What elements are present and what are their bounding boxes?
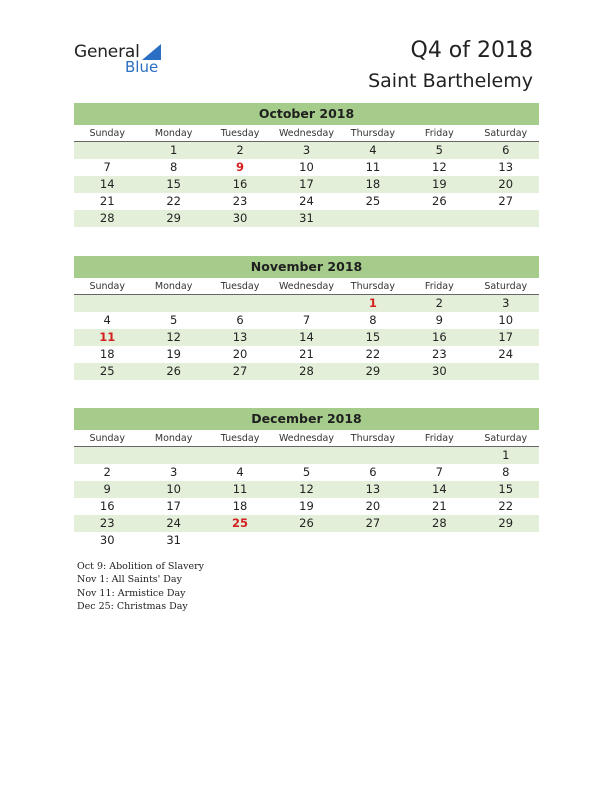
weekday-name: Saturday [484, 433, 528, 444]
day-cell: 21 [299, 347, 314, 361]
empty-day-cell [406, 210, 472, 227]
weekday-name: Sunday [89, 128, 125, 139]
day-cell: 11 [232, 482, 248, 496]
day-cell: 15 [166, 177, 181, 191]
day-cell: 21 [432, 499, 447, 513]
day-cell: 18 [232, 499, 248, 513]
day-cell: 9 [103, 482, 111, 496]
empty-day-cell [473, 532, 539, 549]
day-cell: 24 [498, 347, 514, 361]
day-cell: 12 [166, 330, 181, 344]
day-cell: 26 [166, 364, 181, 378]
day-cell: 12 [299, 482, 314, 496]
weekday-name: Tuesday [220, 128, 260, 139]
empty-day-cell [207, 447, 273, 464]
day-cell: 20 [498, 177, 514, 191]
day-cell: 5 [302, 465, 311, 479]
empty-day-cell [140, 447, 206, 464]
day-cell: 7 [103, 160, 111, 174]
day-cell: 17 [498, 330, 514, 344]
day-cell: 1 [169, 143, 178, 157]
day-cell: 28 [299, 364, 314, 378]
empty-day-cell [406, 447, 472, 464]
month-december [74, 408, 539, 549]
month-title: November 2018 [74, 256, 539, 278]
month-title: December 2018 [74, 408, 539, 430]
week-row [74, 464, 539, 481]
weekday-name: Wednesday [278, 281, 334, 292]
day-cell: 23 [99, 516, 115, 530]
week-row [74, 312, 539, 329]
day-cell: 14 [432, 482, 447, 496]
day-cell: 16 [232, 177, 248, 191]
day-cell: 16 [99, 499, 115, 513]
week-row [74, 159, 539, 176]
weekday-name: Saturday [484, 128, 528, 139]
empty-day-cell [207, 295, 273, 312]
week-row [74, 363, 539, 380]
day-cell: 25 [99, 364, 115, 378]
day-cell: 22 [498, 499, 514, 513]
empty-day-cell [273, 532, 339, 549]
day-cell: 22 [166, 194, 181, 208]
day-cell: 29 [166, 211, 181, 225]
day-cell: 9 [435, 313, 443, 327]
day-cell: 5 [169, 313, 178, 327]
weekday-name: Friday [424, 281, 454, 292]
empty-day-cell [207, 532, 273, 549]
week-row [74, 532, 539, 549]
month-october [74, 103, 539, 227]
day-cell: 6 [502, 143, 510, 157]
empty-day-cell [74, 142, 140, 159]
day-cell: 4 [103, 313, 111, 327]
holiday-note: Dec 25: Christmas Day [77, 601, 188, 613]
day-cell: 6 [369, 465, 377, 479]
day-cell: 20 [232, 347, 248, 361]
page-title: Q4 of 2018 [410, 38, 533, 63]
weekday-name: Monday [154, 281, 193, 292]
holiday-day-cell: 11 [99, 330, 116, 344]
day-cell: 23 [232, 194, 248, 208]
day-cell: 31 [299, 211, 314, 225]
day-cell: 30 [232, 211, 248, 225]
empty-day-cell [74, 295, 140, 312]
weekday-header-row [74, 125, 539, 142]
day-cell: 11 [365, 160, 381, 174]
day-cell: 1 [502, 448, 510, 462]
empty-day-cell [340, 532, 406, 549]
day-cell: 29 [365, 364, 381, 378]
day-cell: 6 [236, 313, 244, 327]
week-row [74, 481, 539, 498]
day-cell: 14 [99, 177, 115, 191]
day-cell: 15 [498, 482, 514, 496]
day-cell: 3 [502, 296, 510, 310]
day-cell: 22 [365, 347, 381, 361]
weekday-name: Friday [424, 128, 454, 139]
empty-day-cell [340, 447, 406, 464]
week-row [74, 142, 539, 159]
weekday-name: Monday [154, 433, 193, 444]
holiday-note: Oct 9: Abolition of Slavery [77, 561, 205, 572]
week-row [74, 515, 539, 532]
empty-day-cell [473, 210, 539, 227]
empty-day-cell [406, 532, 472, 549]
day-cell: 27 [232, 364, 248, 378]
empty-day-cell [140, 295, 206, 312]
day-cell: 26 [432, 194, 447, 208]
day-cell: 10 [498, 313, 514, 327]
weekday-name: Wednesday [278, 433, 334, 444]
day-cell: 28 [99, 211, 115, 225]
week-row [74, 193, 539, 210]
holiday-note: Nov 11: Armistice Day [77, 587, 186, 599]
day-cell: 10 [299, 160, 314, 174]
day-cell: 13 [232, 330, 248, 344]
day-cell: 20 [365, 499, 381, 513]
day-cell: 19 [299, 499, 314, 513]
day-cell: 5 [435, 143, 443, 157]
week-row [74, 210, 539, 227]
week-row [74, 295, 539, 312]
day-cell: 8 [169, 160, 178, 174]
weekday-name: Saturday [484, 281, 528, 292]
weekday-name: Thursday [350, 433, 395, 444]
weekday-name: Thursday [350, 128, 395, 139]
day-cell: 28 [432, 516, 447, 530]
empty-day-cell [473, 363, 539, 380]
day-cell: 4 [236, 465, 244, 479]
day-cell: 14 [299, 330, 314, 344]
day-cell: 24 [166, 516, 181, 530]
day-cell: 21 [99, 194, 115, 208]
generalblue-logo [74, 42, 174, 78]
day-cell: 2 [435, 296, 443, 310]
day-cell: 8 [502, 465, 510, 479]
day-cell: 30 [432, 364, 447, 378]
holiday-day-cell: 1 [368, 296, 377, 310]
holiday-note: Nov 1: All Saints' Day [77, 574, 182, 586]
day-cell: 26 [299, 516, 314, 530]
week-row [74, 346, 539, 363]
day-cell: 12 [432, 160, 447, 174]
day-cell: 31 [166, 533, 181, 547]
weekday-name: Sunday [89, 281, 125, 292]
day-cell: 30 [99, 533, 115, 547]
day-cell: 19 [432, 177, 447, 191]
day-cell: 18 [99, 347, 115, 361]
day-cell: 7 [302, 313, 311, 327]
day-cell: 3 [169, 465, 178, 479]
day-cell: 4 [369, 143, 377, 157]
weekday-name: Thursday [350, 281, 395, 292]
week-row [74, 447, 539, 464]
day-cell: 17 [166, 499, 181, 513]
weekday-name: Friday [424, 433, 454, 444]
day-cell: 16 [432, 330, 447, 344]
day-cell: 23 [432, 347, 447, 361]
day-cell: 19 [166, 347, 181, 361]
logo-text-blue: Blue [125, 58, 159, 76]
day-cell: 27 [498, 194, 514, 208]
week-row [74, 329, 539, 346]
day-cell: 13 [498, 160, 514, 174]
empty-day-cell [340, 210, 406, 227]
day-cell: 24 [299, 194, 314, 208]
day-cell: 17 [299, 177, 314, 191]
weekday-header-row [74, 430, 539, 447]
weekday-name: Tuesday [220, 281, 260, 292]
weekday-name: Sunday [89, 433, 125, 444]
week-row [74, 498, 539, 515]
weekday-name: Tuesday [220, 433, 260, 444]
day-cell: 15 [365, 330, 381, 344]
day-cell: 2 [103, 465, 111, 479]
day-cell: 7 [435, 465, 443, 479]
empty-day-cell [273, 295, 339, 312]
empty-day-cell [74, 447, 140, 464]
weekday-header-row [74, 278, 539, 295]
month-november [74, 256, 539, 380]
weekday-name: Wednesday [278, 128, 334, 139]
day-cell: 3 [302, 143, 311, 157]
day-cell: 8 [369, 313, 377, 327]
day-cell: 10 [166, 482, 181, 496]
holiday-day-cell: 9 [236, 160, 245, 174]
day-cell: 2 [236, 143, 244, 157]
day-cell: 18 [365, 177, 381, 191]
weekday-name: Monday [154, 128, 193, 139]
country-name: Saint Barthelemy [368, 70, 533, 92]
day-cell: 25 [365, 194, 381, 208]
day-cell: 13 [365, 482, 381, 496]
week-row [74, 176, 539, 193]
day-cell: 27 [365, 516, 381, 530]
day-cell: 29 [498, 516, 514, 530]
holiday-day-cell: 25 [232, 516, 249, 530]
logo-text-general: General [74, 42, 140, 62]
holiday-notes [77, 560, 204, 614]
month-title: October 2018 [74, 103, 539, 125]
empty-day-cell [273, 447, 339, 464]
